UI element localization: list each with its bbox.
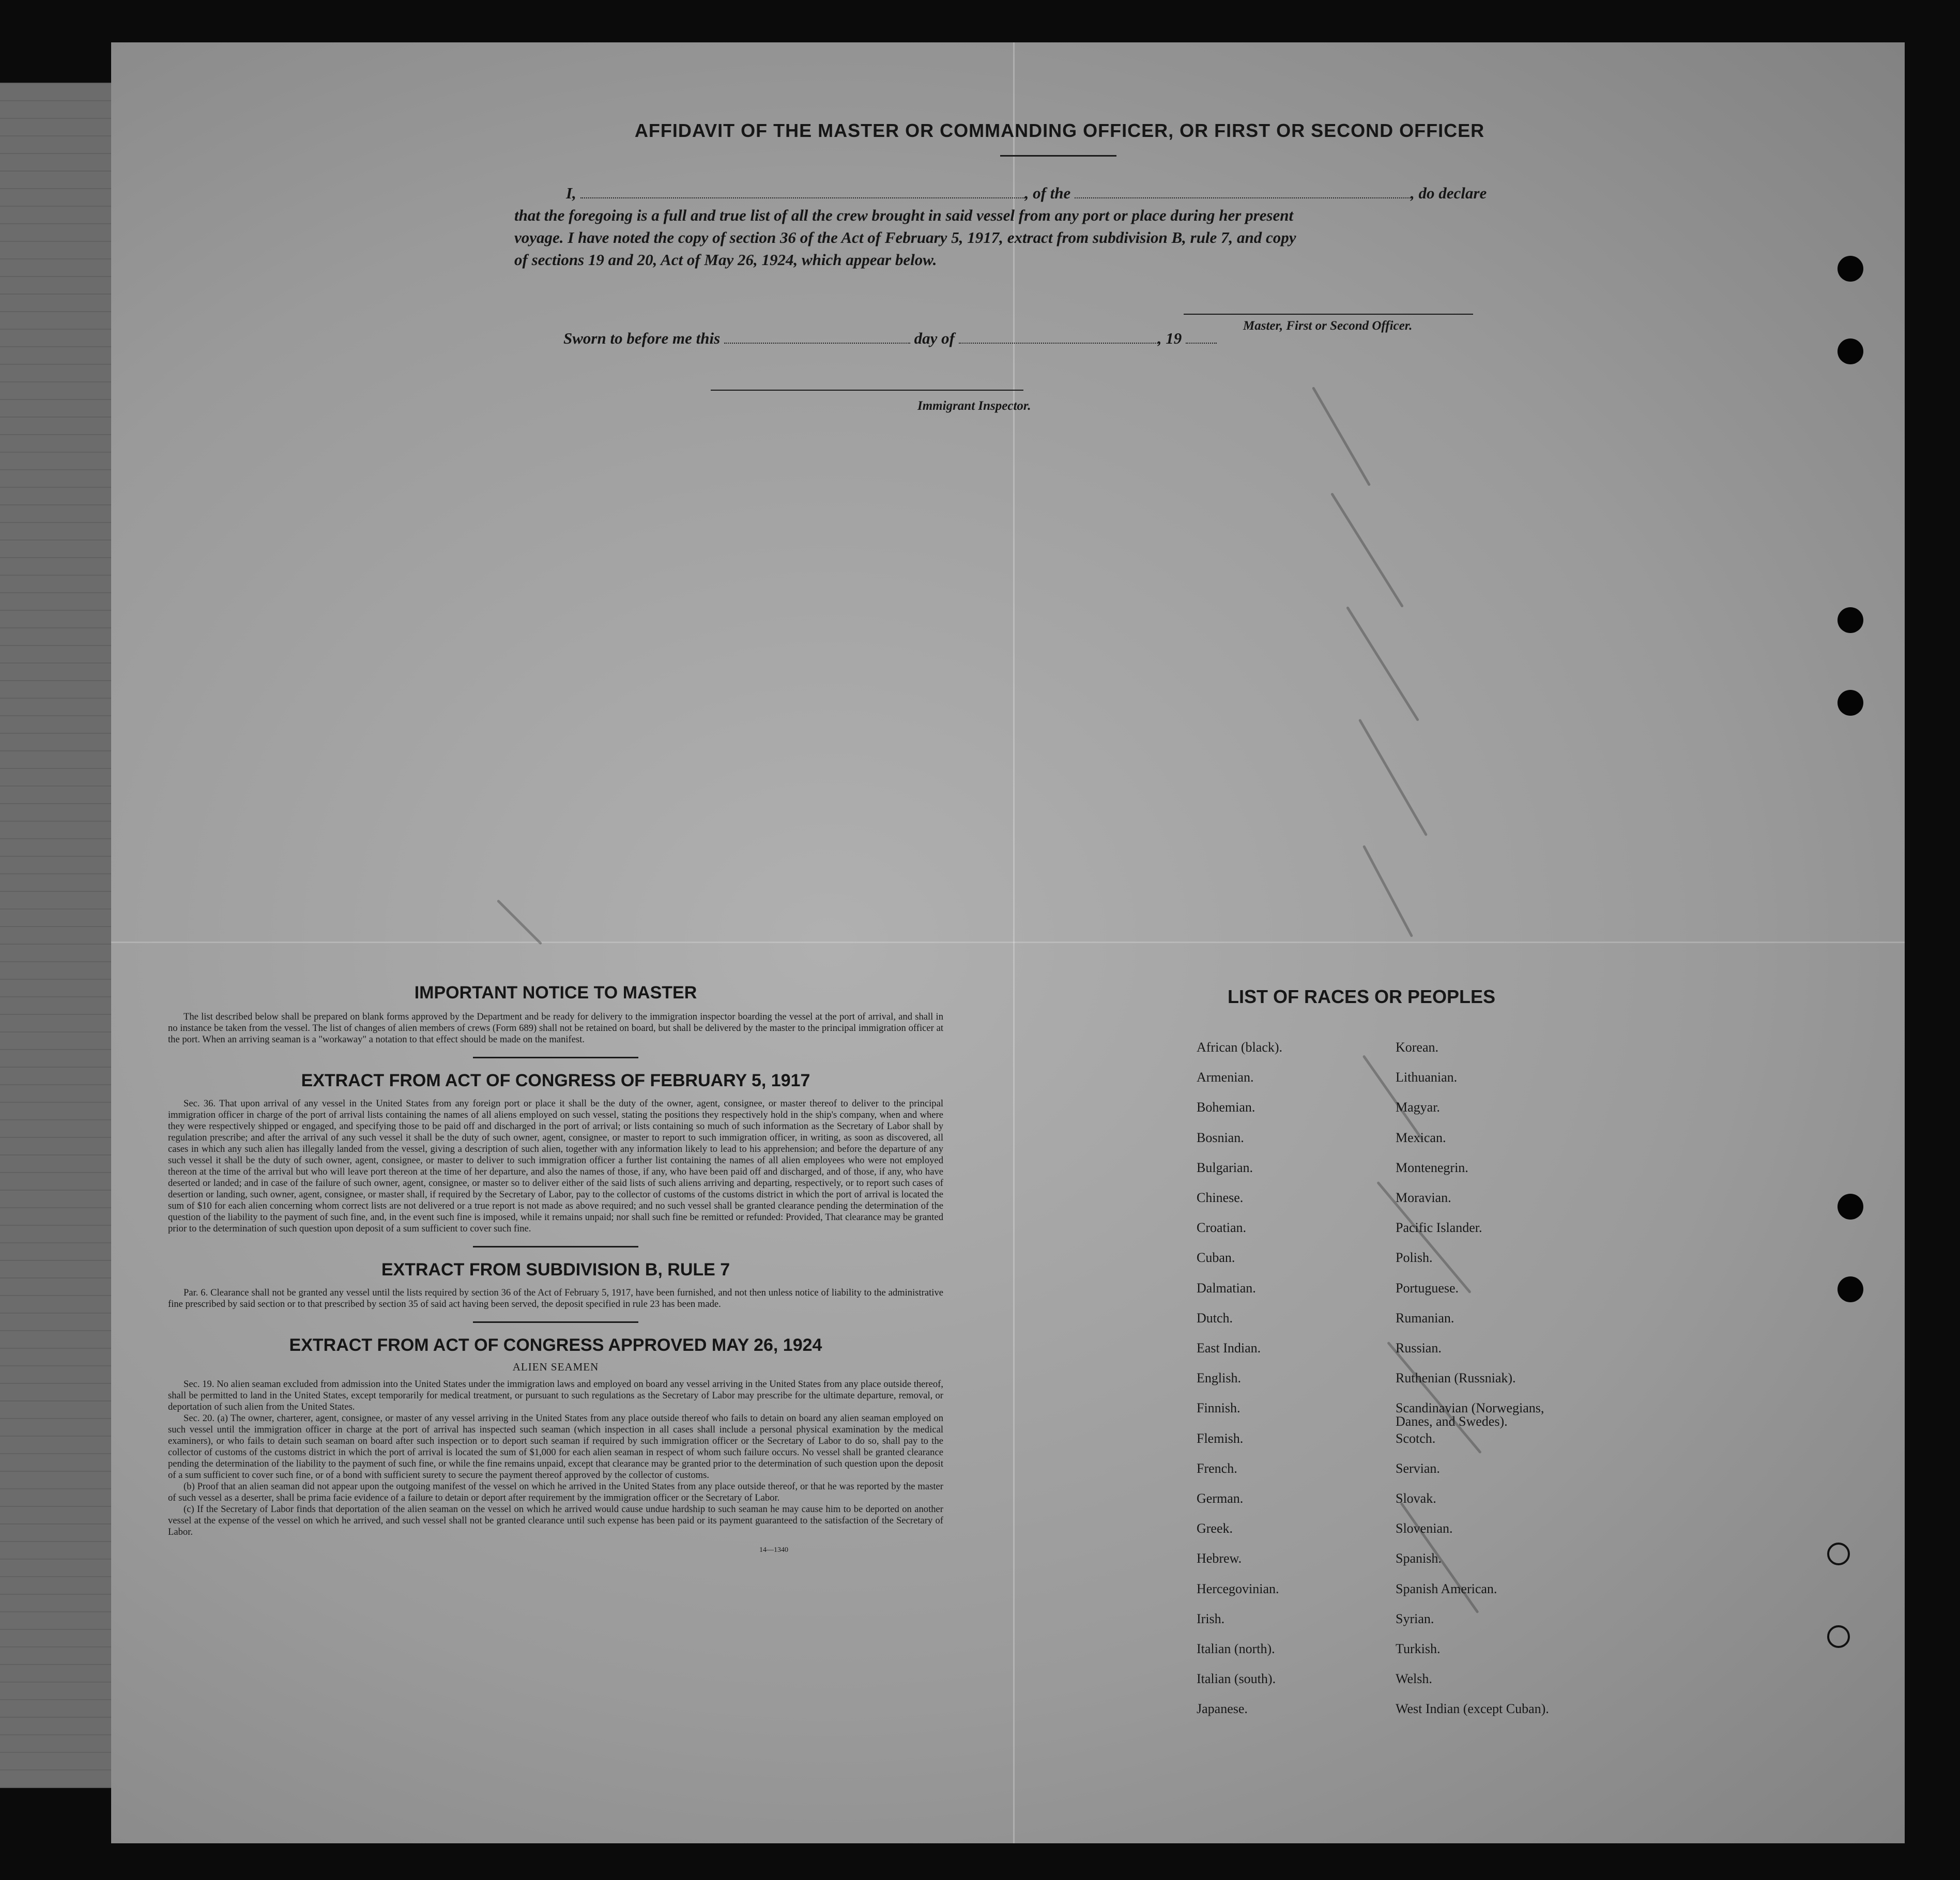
bleed-stroke (1362, 845, 1413, 937)
race-item: Spanish American. (1396, 1581, 1497, 1596)
race-item: Greek. (1197, 1521, 1233, 1536)
race-item: Bulgarian. (1197, 1160, 1253, 1175)
vessel-name-field[interactable] (1075, 184, 1411, 198)
race-item: Ruthenian (Russniak). (1396, 1370, 1516, 1385)
bleed-stroke (1346, 606, 1419, 721)
notice-heading: IMPORTANT NOTICE TO MASTER (414, 983, 697, 1003)
sec19-text: Sec. 19. No alien seaman excluded from admission into the United States under the immigration laws and employed on board any vessel arriving in the United States from any place outside thereof, shall be permitted to land in the United States, except temporarily for medical treatment, or pursuant to such regulations as the Secretary of Labor may prescribe for the ultimate departure, removal, or deportation of such alien from the United States. (168, 1379, 943, 1412)
i-label: I, (566, 184, 576, 202)
extract-1924-subheading: ALIEN SEAMEN (512, 1361, 599, 1373)
affidavit-title: AFFIDAVIT OF THE MASTER OR COMMANDING OFFICER, OR FIRST OR SECOND OFFICER (634, 120, 1485, 141)
extract-1917-heading: EXTRACT FROM ACT OF CONGRESS OF FEBRUARY 5, 1917 (301, 1071, 810, 1090)
race-item: Croatian. (1197, 1220, 1247, 1235)
race-item: Dalmatian. (1197, 1281, 1256, 1296)
extract-1917-text: Sec. 36. That upon arrival of any vessel in the United States from any foreign port or place it shall be the duty of the owner, agent, consignee, or master thereof to deliver to the principal immigration officer in charge of the port of arrival lists containing the names of all aliens employed on such vessel, stating the positions they respectively hold in the ship's company, when and where they were respectively shipped or engaged, and specifying those to be paid off and discharged in the port of arrival; or lists containing so much of such information as the Secretary of Labor shall by regulation prescribe; and after the arrival of any such vessel it shall be the duty of such owner, agent, consignee, or master to report to such immigration officer, in writing, as soon as discovered, all cases in which any such alien has illegally landed from the vessel, giving a description of such alien, together with any information likely to lead to his apprehension; and before the departure of any such vessel it shall be the duty of such owner, agent, consignee, or master to deliver to such immigration officer a further list containing the names of all alien employees who were not employed thereon at the time of the arrival but who will leave port thereon at the time of her departure, and also the names of those, if any, who have been paid off and discharged, and of those, if any, who have deserted or landed; and in case of the failure of such owner, agent, consignee, or master so to deliver either of the said lists of such aliens arriving and departing, respectively, or to report such cases of desertion or landing, such owner, agent, consignee, or master shall, if required by the Secretary of Labor, pay to the collector of customs of the customs district in which the port of arrival is located the sum of $10 for each alien concerning whom correct lists are not delivered or a true report is not made as above required; and no such vessel shall be granted clearance pending the determination of the question of the liability to the payment of such fine, and, in the event such fine is imposed, while it remains unpaid; nor shall such fine be remitted or refunded: Provided, That clearance may be granted prior to the determination of such question upon deposit of a sum sufficient to cover such fine. (168, 1098, 943, 1234)
race-item: West Indian (except Cuban). (1396, 1701, 1549, 1716)
race-item: Russian. (1396, 1340, 1442, 1355)
day-of-label: day of (914, 329, 955, 347)
race-item: Scotch. (1396, 1431, 1436, 1446)
inspector-signature-line (711, 390, 1023, 391)
race-item: Irish. (1197, 1611, 1225, 1626)
race-item: Dutch. (1197, 1311, 1233, 1326)
bleed-stroke (1330, 492, 1404, 608)
race-item: Italian (north). (1197, 1641, 1275, 1656)
divider (473, 1246, 638, 1247)
races-right-column (1396, 1041, 1644, 1764)
race-item: Lithuanian. (1396, 1070, 1458, 1085)
race-item: Portuguese. (1396, 1281, 1459, 1296)
race-item: Chinese. (1197, 1190, 1244, 1205)
document-page (111, 42, 1905, 1843)
race-item: Cuban. (1197, 1250, 1235, 1265)
punch-hole (1838, 1194, 1863, 1220)
race-item: Japanese. (1197, 1701, 1248, 1716)
punch-hole (1838, 256, 1863, 282)
race-item: Turkish. (1396, 1641, 1441, 1656)
punch-hole (1827, 1625, 1850, 1648)
punch-hole (1838, 1276, 1863, 1302)
sec20a-text: Sec. 20. (a) The owner, charterer, agent, consignee, or master of any vessel arriving in the United States from any place outside thereof who fails to detain on board any alien seaman employed on such vessel until the immigration officer in charge at the port of arrival has inspected such seaman (which inspection in all cases shall include a personal physical examination by the medical examiners), or who fails to detain such seaman on board after such inspection or to deport such seaman if required by such immigration officer or the Secretary of Labor to do so, shall pay to the collector of customs of the customs district in which the port of arrival is located the sum of $1,000 for each alien seaman in respect of whom such failure occurs. No vessel shall be granted clearance pending the determination of the liability to the payment of such fine, or while the fine remains unpaid, except that clearance may be granted prior to the determination of such question upon the deposit of a sum sufficient to cover such fine, or of a bond with sufficient surety to secure the payment thereof approved by the collector of customs. (168, 1413, 943, 1481)
race-item: Syrian. (1396, 1611, 1434, 1626)
master-name-field[interactable] (580, 184, 1025, 198)
race-item: Italian (south). (1197, 1671, 1276, 1686)
race-item: French. (1197, 1461, 1237, 1476)
divider (473, 1057, 638, 1058)
affidavit-line-1 (514, 182, 1626, 204)
form-number: 14—1340 (759, 1546, 788, 1554)
sworn-prefix: Sworn to before me this (563, 329, 721, 347)
bleed-stroke (497, 899, 542, 945)
race-item: Flemish. (1197, 1431, 1244, 1446)
race-item: Armenian. (1197, 1070, 1254, 1085)
race-item: East Indian. (1197, 1340, 1261, 1355)
sec20c-text: (c) If the Secretary of Labor finds that deportation of the alien seaman on the vessel on which he arrived would cause undue hardship to such seaman he may cause him to be deported on another vessel at the expense of the vessel on which he arrived, and such vessel shall not be granted clearance until such expense has been paid or its payment guaranteed to the satisfaction of the Secretary of Labor. (168, 1504, 943, 1537)
extract-rule7-text: Par. 6. Clearance shall not be granted any vessel until the lists required by section 36 of the Act of February 5, 1917, have been furnished, and not then unless notice of liability to the administrative fine prescribed by said section or to that prescribed by section 35 of said act having been served, the deposit specified in rule 23 has been made. (168, 1287, 943, 1309)
races-heading: LIST OF RACES OR PEOPLES (1228, 986, 1496, 1007)
sworn-year-field[interactable] (1186, 329, 1217, 344)
race-item: Hercegovinian. (1197, 1581, 1279, 1596)
race-item: Spanish. (1396, 1551, 1442, 1566)
race-item: English. (1197, 1370, 1241, 1385)
races-left-column (1197, 1041, 1414, 1764)
year-prefix: , 19 (1157, 329, 1182, 347)
master-signature-label: Master, First or Second Officer. (1243, 319, 1413, 333)
punch-hole (1838, 607, 1863, 633)
race-item: Scandinavian (Norwegians, Danes, and Swedes). (1396, 1400, 1544, 1429)
race-item: Welsh. (1396, 1671, 1432, 1686)
race-item: Hebrew. (1197, 1551, 1242, 1566)
sworn-line (563, 329, 1217, 348)
race-item: Finnish. (1197, 1400, 1241, 1415)
sworn-month-field[interactable] (959, 329, 1158, 344)
race-item: Mexican. (1396, 1130, 1446, 1145)
race-item: German. (1197, 1491, 1244, 1506)
race-item: Bosnian. (1197, 1130, 1244, 1145)
fold-line-horizontal (111, 942, 1905, 943)
race-item: Rumanian. (1396, 1311, 1454, 1326)
master-signature-line (1184, 314, 1473, 315)
race-item: Bohemian. (1197, 1100, 1255, 1115)
left-column (168, 983, 943, 1554)
notice-text: The list described below shall be prepared on blank forms approved by the Department and be ready for delivery to the immigration inspector boarding the vessel at the port of arrival, and shall in no instance be taken from the vessel. The list of changes of alien members of crews (Form 689) shall not be retained on board, but shall be delivered by the master to the principal immigration officer at the port. When an arriving seaman is a "workaway" a notation to that effect should be made on the manifest. (168, 1011, 943, 1045)
bleed-stroke (1312, 387, 1371, 486)
title-underline (1000, 155, 1116, 157)
race-item: Magyar. (1396, 1100, 1440, 1115)
of-the-label: , of the (1024, 184, 1071, 202)
affidavit-line-4: of sections 19 and 20, Act of May 26, 1924, which appear below. (514, 251, 937, 269)
divider (473, 1321, 638, 1323)
adjacent-page-strip (0, 83, 111, 1788)
extract-1924-heading: EXTRACT FROM ACT OF CONGRESS APPROVED MAY 26, 1924 (289, 1335, 822, 1355)
race-item: African (black). (1197, 1040, 1283, 1055)
race-item: Moravian. (1396, 1190, 1451, 1205)
punch-hole (1827, 1543, 1850, 1565)
affidavit-body (514, 182, 1626, 271)
punch-hole (1838, 690, 1863, 716)
punch-hole (1838, 338, 1863, 364)
race-item: Servian. (1396, 1461, 1440, 1476)
do-declare-label: , do declare (1411, 184, 1487, 202)
affidavit-line-2: that the foregoing is a full and true list of all the crew brought in said vessel from any port or place during her present (514, 206, 1294, 224)
race-item: Polish. (1396, 1250, 1433, 1265)
race-item: Korean. (1396, 1040, 1439, 1055)
race-item: Slovak. (1396, 1491, 1436, 1506)
extract-rule7-heading: EXTRACT FROM SUBDIVISION B, RULE 7 (381, 1260, 730, 1280)
affidavit-line-3: voyage. I have noted the copy of section 36 of the Act of February 5, 1917, extract from subdivision B, rule 7, and copy (514, 228, 1296, 246)
race-item: Pacific Islander. (1396, 1220, 1482, 1235)
bleed-stroke (1358, 719, 1428, 837)
inspector-label: Immigrant Inspector. (917, 399, 1031, 413)
sec20b-text: (b) Proof that an alien seaman did not appear upon the outgoing manifest of the vessel on which he arrived in the United States from any place outside thereof, or that he was reported by the master of such vessel as a deserter, shall be prima facie evidence of a failure to detain or deport after requirement by the immigration officer or the Secretary of Labor. (168, 1481, 943, 1503)
race-item: Montenegrin. (1396, 1160, 1468, 1175)
sworn-day-field[interactable] (724, 329, 910, 344)
race-item: Slovenian. (1396, 1521, 1453, 1536)
